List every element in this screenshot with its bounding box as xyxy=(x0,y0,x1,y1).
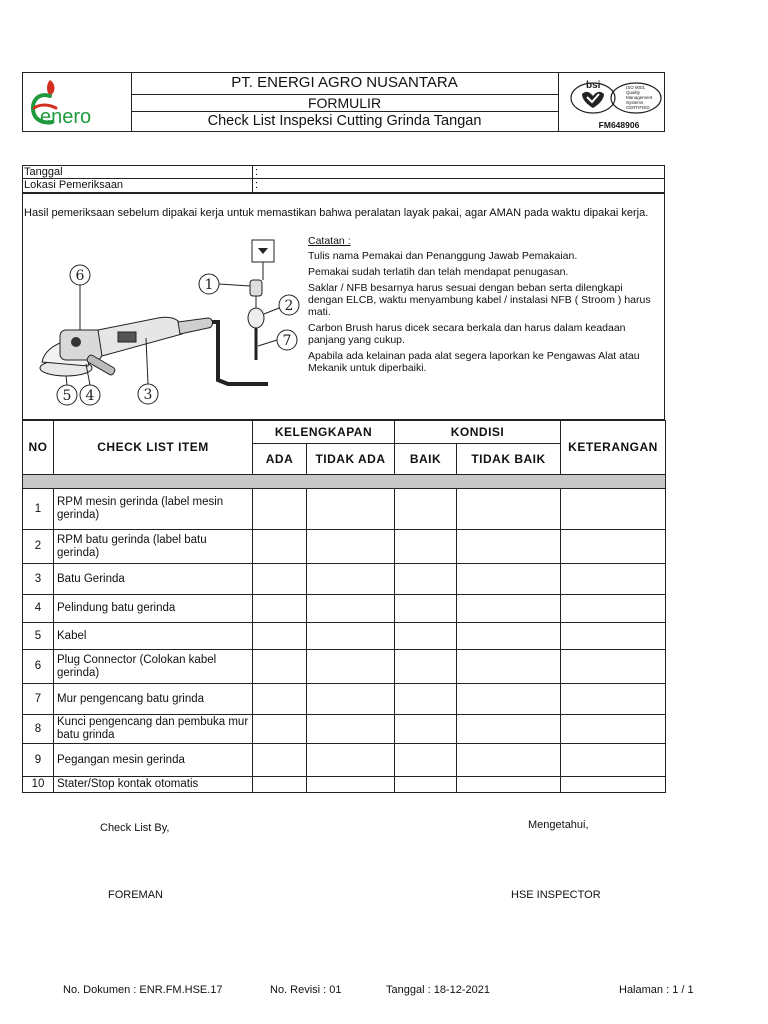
cell-keterangan[interactable] xyxy=(561,650,666,684)
cell-tidak-baik[interactable] xyxy=(457,650,561,684)
svg-text:2: 2 xyxy=(284,298,294,314)
table-row: 4 Pelindung batu gerinda xyxy=(23,595,666,623)
cell-keterangan[interactable] xyxy=(561,744,666,777)
cell-baik[interactable] xyxy=(395,595,457,623)
company-logo-text: enero xyxy=(40,106,92,128)
col-ada: ADA xyxy=(253,444,307,475)
notes xyxy=(308,235,660,374)
cell-baik[interactable] xyxy=(395,650,457,684)
field-input-tanggal[interactable] xyxy=(262,166,662,178)
cell-baik[interactable] xyxy=(395,530,457,564)
callout-5 xyxy=(57,376,77,405)
field-sep-lokasi: : xyxy=(255,179,259,191)
table-row: 10 Stater/Stop kontak otomatis xyxy=(23,777,666,793)
cell-ada[interactable] xyxy=(253,595,307,623)
cert-number: FM648906 xyxy=(598,120,640,130)
table-row: 5 Kabel xyxy=(23,623,666,650)
svg-text:3: 3 xyxy=(143,387,153,403)
cell-ada[interactable] xyxy=(253,623,307,650)
cell-baik[interactable] xyxy=(395,777,457,793)
cell-tidak-baik[interactable] xyxy=(457,777,561,793)
intro-text: Hasil pemeriksaan sebelum dipakai kerja untuk memastikan bahwa peralatan layak pakai, agar AMAN pada waktu dipakai kerja. xyxy=(24,207,649,219)
callout-2 xyxy=(264,295,299,315)
doc-type: FORMULIR xyxy=(307,95,382,111)
col-baik: BAIK xyxy=(395,444,457,475)
cell-keterangan[interactable] xyxy=(561,564,666,595)
row-item: Batu Gerinda xyxy=(54,564,253,595)
cell-ada[interactable] xyxy=(253,684,307,715)
cell-baik[interactable] xyxy=(395,564,457,595)
cell-tidak-ada[interactable] xyxy=(307,530,395,564)
svg-text:Systems: Systems xyxy=(626,100,644,105)
table-row: 1 RPM mesin gerinda (label mesin gerinda) xyxy=(23,489,666,530)
table-row: 3 Batu Gerinda xyxy=(23,564,666,595)
col-tidak-ada: TIDAK ADA xyxy=(307,444,395,475)
callout-7 xyxy=(258,330,297,350)
cell-keterangan[interactable] xyxy=(561,489,666,530)
cell-baik[interactable] xyxy=(395,715,457,744)
table-row: 8 Kunci pengencang dan pembuka mur batu grinda xyxy=(23,715,666,744)
row-item: Stater/Stop kontak otomatis xyxy=(54,777,253,793)
cell-ada[interactable] xyxy=(253,777,307,793)
note-item: Saklar / NFB besarnya harus sesuai dengan beban serta dilengkapi dengan ELCB, waktu menyambung kabel / instalasi NFB ( Stroom ) harus mati. xyxy=(308,282,651,318)
field-label-tanggal: Tanggal xyxy=(24,166,63,178)
cell-tidak-ada[interactable] xyxy=(307,489,395,530)
svg-text:4: 4 xyxy=(85,388,95,404)
footer-doc-no: No. Dokumen : ENR.FM.HSE.17 xyxy=(63,984,223,996)
row-item: Kabel xyxy=(54,623,253,650)
svg-text:5: 5 xyxy=(62,388,72,404)
bsi-text: bsi xyxy=(586,80,601,91)
cell-baik[interactable] xyxy=(395,623,457,650)
bsi-cert-logo xyxy=(568,76,662,118)
note-item: Pemakai sudah terlatih dan telah mendapat penugasan. xyxy=(308,266,569,278)
row-item: Kunci pengencang dan pembuka mur batu grinda xyxy=(54,715,253,744)
notes-title: Catatan : xyxy=(308,235,351,247)
cell-keterangan[interactable] xyxy=(561,715,666,744)
svg-text:Management: Management xyxy=(626,95,653,100)
cell-tidak-baik[interactable] xyxy=(457,564,561,595)
cell-ada[interactable] xyxy=(253,564,307,595)
callout-1 xyxy=(199,274,250,294)
svg-text:CERTIFIED: CERTIFIED xyxy=(626,105,650,110)
footer-page: Halaman : 1 / 1 xyxy=(619,984,694,996)
cell-tidak-ada[interactable] xyxy=(307,777,395,793)
cell-tidak-ada[interactable] xyxy=(307,595,395,623)
table-row: 2 RPM batu gerinda (label batu gerinda) xyxy=(23,530,666,564)
col-kelengkapan: KELENGKAPAN xyxy=(253,421,395,444)
cell-tidak-baik[interactable] xyxy=(457,530,561,564)
callout-3 xyxy=(138,338,158,404)
hse-inspector-label: HSE INSPECTOR xyxy=(511,889,601,901)
field-input-lokasi[interactable] xyxy=(262,179,662,191)
cell-tidak-baik[interactable] xyxy=(457,489,561,530)
checklist-table xyxy=(22,420,666,793)
foreman-label: FOREMAN xyxy=(108,889,163,901)
row-item: Plug Connector (Colokan kabel gerinda) xyxy=(54,650,253,684)
table-row: 9 Pegangan mesin gerinda xyxy=(23,744,666,777)
cell-tidak-ada[interactable] xyxy=(307,684,395,715)
field-sep-tanggal: : xyxy=(255,166,259,178)
footer-date: Tanggal : 18-12-2021 xyxy=(386,984,490,996)
cell-tidak-ada[interactable] xyxy=(307,715,395,744)
doc-title: Check List Inspeksi Cutting Grinda Tangan xyxy=(207,113,482,129)
cell-tidak-baik[interactable] xyxy=(457,744,561,777)
cell-baik[interactable] xyxy=(395,489,457,530)
row-item: RPM batu gerinda (label batu gerinda) xyxy=(54,530,253,564)
cell-ada[interactable] xyxy=(253,489,307,530)
svg-text:1: 1 xyxy=(204,277,214,293)
cell-tidak-baik[interactable] xyxy=(457,595,561,623)
company-logo xyxy=(26,74,130,130)
cell-keterangan[interactable] xyxy=(561,595,666,623)
note-item: Carbon Brush harus dicek secara berkala dan harus dalam keadaan panjang yang cukup. xyxy=(308,322,626,346)
svg-text:Quality: Quality xyxy=(626,90,641,95)
cell-ada[interactable] xyxy=(253,744,307,777)
cell-tidak-baik[interactable] xyxy=(457,623,561,650)
row-item: RPM mesin gerinda (label mesin gerinda) xyxy=(54,489,253,530)
svg-text:ISO 9001: ISO 9001 xyxy=(626,85,646,90)
cell-ada[interactable] xyxy=(253,715,307,744)
note-item: Apabila ada kelainan pada alat segera laporkan ke Pengawas Alat atau Mekanik untuk diperbaiki. xyxy=(308,350,640,374)
col-tidak-baik: TIDAK BAIK xyxy=(457,444,561,475)
callout-6 xyxy=(70,265,90,330)
cell-keterangan[interactable] xyxy=(561,777,666,793)
table-row: 7 Mur pengencang batu grinda xyxy=(23,684,666,715)
cell-tidak-ada[interactable] xyxy=(307,623,395,650)
cell-tidak-ada[interactable] xyxy=(307,564,395,595)
row-item: Mur pengencang batu grinda xyxy=(54,684,253,715)
cell-keterangan[interactable] xyxy=(561,530,666,564)
row-item: Pelindung batu gerinda xyxy=(54,595,253,623)
table-row: 6 Plug Connector (Colokan kabel gerinda) xyxy=(23,650,666,684)
row-item: Pegangan mesin gerinda xyxy=(54,744,253,777)
cell-tidak-baik[interactable] xyxy=(457,684,561,715)
cell-baik[interactable] xyxy=(395,684,457,715)
cell-tidak-baik[interactable] xyxy=(457,715,561,744)
header-divider-right xyxy=(558,72,559,132)
svg-text:6: 6 xyxy=(75,268,85,284)
checked-by-label: Check List By, xyxy=(100,822,170,834)
field-label-lokasi: Lokasi Pemeriksaan xyxy=(24,179,124,191)
col-no: NO xyxy=(23,421,54,475)
cell-baik[interactable] xyxy=(395,744,457,777)
company-name: PT. ENERGI AGRO NUSANTARA xyxy=(231,74,458,91)
cell-tidak-ada[interactable] xyxy=(307,744,395,777)
col-kondisi: KONDISI xyxy=(395,421,561,444)
cell-keterangan[interactable] xyxy=(561,623,666,650)
grinder-diagram xyxy=(28,238,306,408)
acknowledged-label: Mengetahui, xyxy=(528,819,589,831)
col-keterangan: KETERANGAN xyxy=(561,421,666,475)
cell-ada[interactable] xyxy=(253,650,307,684)
footer-revision: No. Revisi : 01 xyxy=(270,984,342,996)
header-rule-2 xyxy=(131,111,558,112)
header-band xyxy=(23,475,666,489)
cell-ada[interactable] xyxy=(253,530,307,564)
cell-tidak-ada[interactable] xyxy=(307,650,395,684)
col-item: CHECK LIST ITEM xyxy=(54,421,253,475)
cell-keterangan[interactable] xyxy=(561,684,666,715)
svg-text:7: 7 xyxy=(282,333,292,349)
note-item: Tulis nama Pemakai dan Penanggung Jawab Pemakaian. xyxy=(308,250,578,262)
